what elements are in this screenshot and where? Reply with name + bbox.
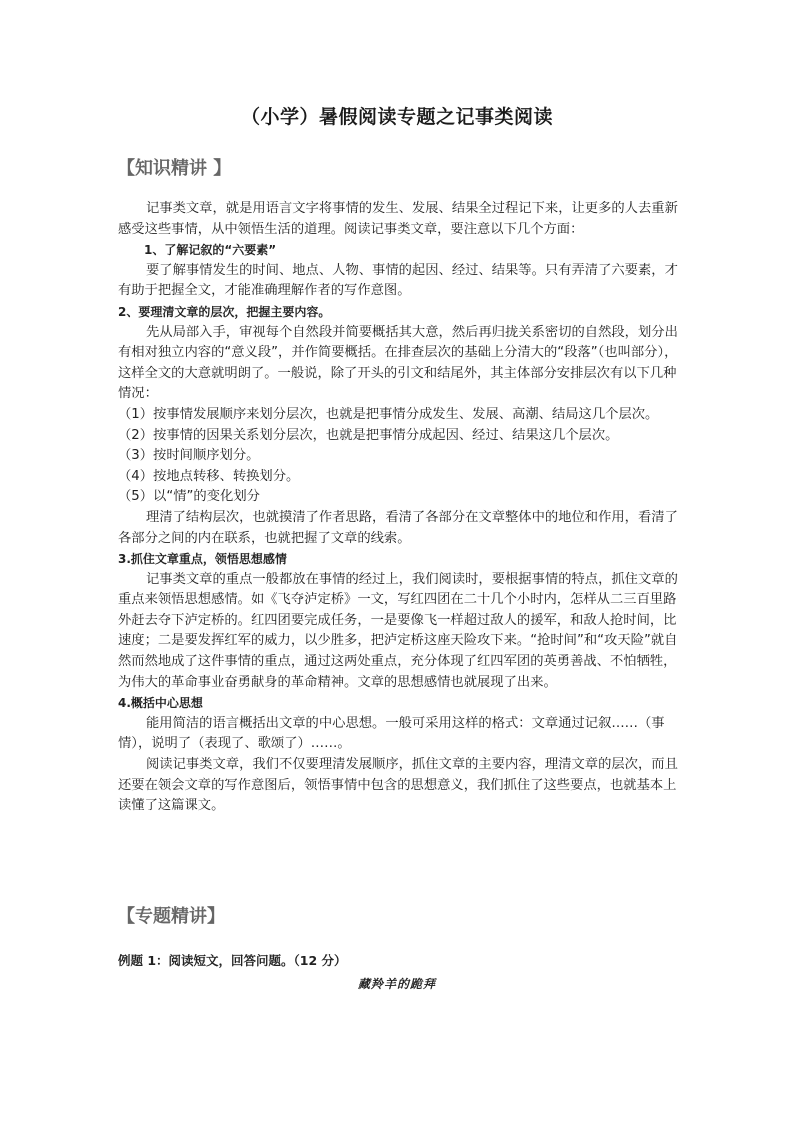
list-item: （5）以“情”的变化划分 <box>118 489 260 505</box>
section-heading-topic: 【专题精讲】 <box>117 906 225 927</box>
paragraph-six-elements: 要了解事情发生的时间、地点、人物、事情的起因、经过、结果等。只有弄清了六要素，才有助于把握全文，才能准确理解作者的写作意图。 <box>118 262 678 299</box>
paragraph-structure: 先从局部入手，审视每个自然段并简要概括其大意，然后再归拢关系密切的自然段，划分出有相对独立内容的“意义段”，并作简要概括。在排查层次的基础上分清大的“段落”（也叫部分），这样全文的大意就明朗了。一般说，除了开头的引文和结尾外，其主体部分安排层次有以下几种情况： <box>118 324 678 402</box>
paragraph-key-points: 记事类文章的重点一般都放在事情的经过上，我们阅读时，要根据事情的特点，抓住文章的重点来领悟思想感情。如《飞夺泸定桥》一文，写红四团在二十几个小时内，怎样从二三百里路外赶去夺下泸定桥的。红四团要完成任务，一是要像飞一样超过敌人的援军，和敌人抢时间，比速度；二是要发挥红军的威力，以少胜多，把泸定桥这座天险攻下来。“抢时间”和“攻天险”就自然而然地成了这件事情的重点，通过这两处重点，充分体现了红四军团的英勇善战、不怕牺牲，为伟大的革命事业奋勇献身的革命精神。文章的思想感情也就展现了出来。 <box>118 571 678 690</box>
knowledge-body <box>118 199 678 817</box>
subheading-structure: 2、要理清文章的层次，把握主要内容。 <box>118 304 331 319</box>
paragraph-intro: 记事类文章，就是用语言文字将事情的发生、发展、结果全过程记下来，让更多的人去重新感受这些事情，从中领悟生活的道理。阅读记事类文章，要注意以下几个方面： <box>118 201 678 237</box>
subheading-central-idea: 4.概括中心思想 <box>118 696 203 711</box>
list-item: （3）按时间顺序划分。 <box>118 448 260 464</box>
paragraph-conclusion: 阅读记事类文章，我们不仅要理清发展顺序，抓住文章的主要内容，理清文章的层次，而且还要在领会文章的写作意图后，领悟事情中包含的思想意义，我们抓住了这些要点，也就基本上读懂了这篇课文。 <box>118 757 678 814</box>
list-item: （4）按地点转移、转换划分。 <box>118 468 300 484</box>
section-heading-knowledge: 【知识精讲 】 <box>117 158 232 179</box>
subheading-six-elements: 1、了解记叙的“六要素” <box>144 243 277 258</box>
list-item: （1）按事情发展顺序来划分层次，也就是把事情分成发生、发展、高潮、结局这几个层次。 <box>118 406 659 422</box>
subheading-key-points: 3.抓住文章重点，领悟思想感情 <box>118 552 287 567</box>
list-item: （2）按事情的因果关系划分层次，也就是把事情分成起因、经过、结果这几个层次。 <box>118 427 619 443</box>
example-question: 例题 1：阅读短文，回答问题。（12 分） <box>118 953 347 968</box>
paragraph-structure-summary: 理清了结构层次，也就摸清了作者思路，看清了各部分在文章整体中的地位和作用，看清了各部分之间的内在联系，也就把握了文章的线索。 <box>118 509 678 546</box>
paragraph-central-idea: 能用简洁的语言概括出文章的中心思想。一般可采用这样的格式：文章通过记叙……（事情），说明了（表现了、歌颂了）……。 <box>118 715 665 752</box>
page-title: （小学）暑假阅读专题之记事类阅读 <box>240 106 553 128</box>
story-title: 藏羚羊的跪拜 <box>357 977 436 991</box>
